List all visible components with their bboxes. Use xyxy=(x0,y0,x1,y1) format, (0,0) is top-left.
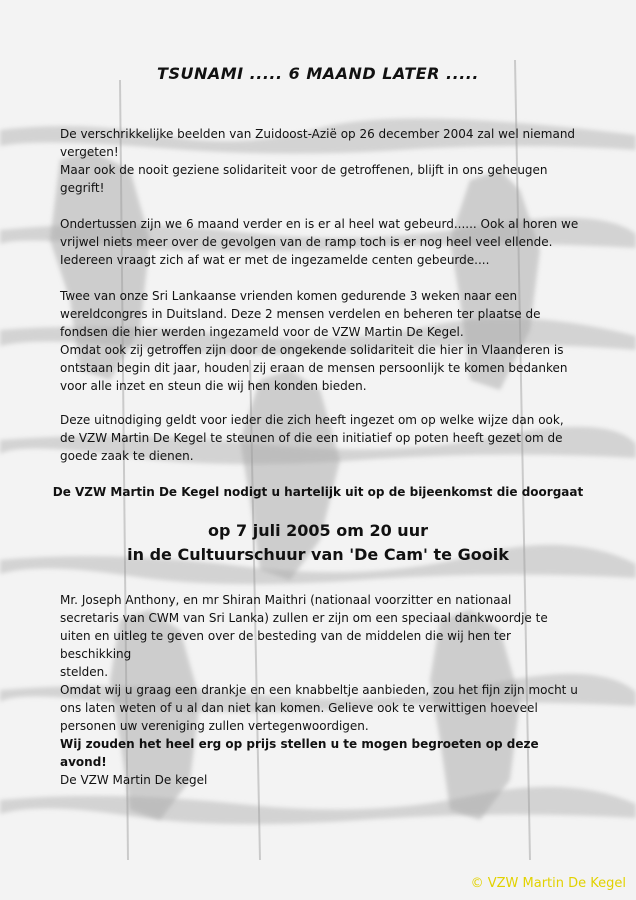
text-line: Omdat ook zij getroffen zijn door de ongekende solidariteit die hier in Vlaanderen is xyxy=(60,343,564,357)
paragraph-intro xyxy=(60,125,582,197)
paragraph-speakers xyxy=(60,591,582,681)
signature-text: De VZW Martin De kegel xyxy=(60,773,208,787)
text-line: vergeten! xyxy=(60,145,119,159)
text-line: goede zaak te dienen. xyxy=(60,449,194,463)
text-line: vrijwel niets meer over de gevolgen van de ramp toch is er nog heel veel ellende. xyxy=(60,235,553,249)
signature xyxy=(60,771,582,789)
text-line: Maar ook de nooit geziene solidariteit voor de getroffenen, blijft in ons geheugen xyxy=(60,163,548,177)
text-line: uiten en uitleg te geven over de besteding van de middelen die wij hen ter beschikking xyxy=(60,629,511,661)
paragraph-invitation-scope xyxy=(60,411,582,465)
text-line: personen uw vereniging zullen vertegenwoordigen. xyxy=(60,719,369,733)
text-line: voor alle inzet en steun die wij hen konden bieden. xyxy=(60,379,367,393)
text-line: ons laten weten of u al dan niet kan komen. Gelieve ook te verwittigen hoeveel xyxy=(60,701,538,715)
text-line: fondsen die hier werden ingezameld voor de VZW Martin De Kegel. xyxy=(60,325,464,339)
page-title: TSUNAMI ..... 6 MAAND LATER ..... xyxy=(157,64,479,83)
copyright-notice: © VZW Martin De Kegel xyxy=(470,876,626,891)
text-line: ontstaan begin dit jaar, houden zij eraan de mensen persoonlijk te komen bedanken xyxy=(60,361,568,375)
event-date: op 7 juli 2005 om 20 uur xyxy=(208,521,428,540)
text-line: Iedereen vraagt zich af wat er met de ingezamelde centen gebeurde.... xyxy=(60,253,490,267)
invitation-line: De VZW Martin De Kegel nodigt u hartelijk uit op de bijeenkomst die doorgaat xyxy=(52,485,584,499)
text-line: gegrift! xyxy=(60,181,105,195)
text-line: Ondertussen zijn we 6 maand verder en is er al heel wat gebeurd...... Ook al horen we xyxy=(60,217,579,231)
text-line: Omdat wij u graag een drankje en een knabbeltje aanbieden, zou het fijn zijn mocht u xyxy=(60,683,578,697)
closing-statement: Wij zouden het heel erg op prijs stellen u te mogen begroeten op deze avond! xyxy=(60,737,539,769)
text-line: stelden. xyxy=(60,665,109,679)
text-line: de VZW Martin De Kegel te steunen of die een initiatief op poten heeft gezet om de xyxy=(60,431,563,445)
paragraph-update xyxy=(60,215,582,269)
text-line: Deze uitnodiging geldt voor ieder die zich heeft ingezet om op welke wijze dan ook, xyxy=(60,413,564,427)
text-line: secretaris van CWM van Sri Lanka) zullen er zijn om een speciaal dankwoordje te xyxy=(60,611,548,625)
text-line: Twee van onze Sri Lankaanse vrienden komen gedurende 3 weken naar een xyxy=(60,289,518,303)
text-line: Mr. Joseph Anthony, en mr Shiran Maithri (nationaal voorzitter en nationaal xyxy=(60,593,512,607)
event-location: in de Cultuurschuur van 'De Cam' te Gooik xyxy=(127,545,509,564)
paragraph-rsvp xyxy=(60,681,582,771)
paragraph-visitors xyxy=(60,287,582,395)
text-line: De verschrikkelijke beelden van Zuidoost-Azië op 26 december 2004 zal wel niemand xyxy=(60,127,576,141)
text-line: wereldcongres in Duitsland. Deze 2 mensen verdelen en beheren ter plaatse de xyxy=(60,307,541,321)
